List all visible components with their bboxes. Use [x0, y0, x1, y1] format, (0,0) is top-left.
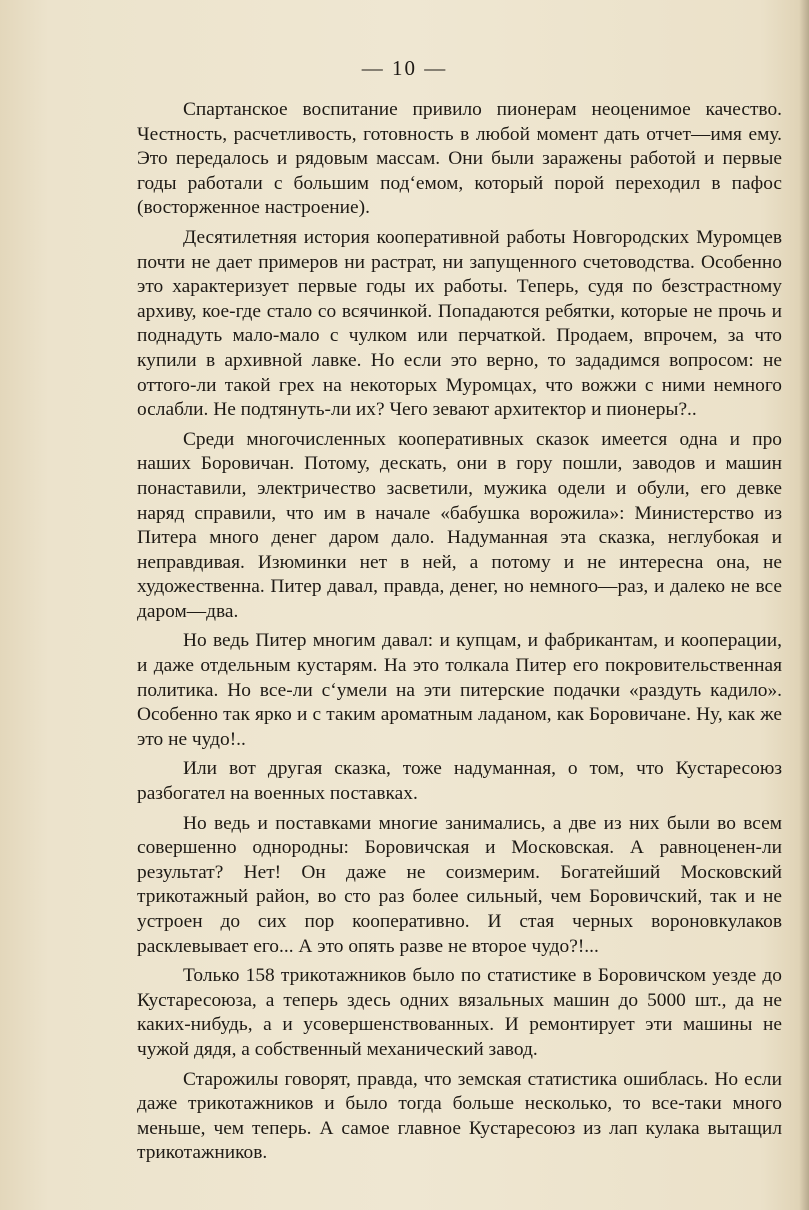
- paragraph-4: Но ведь Питер многим давал: и купцам, и фабрикантам, и кооперации, и даже отдельным кустарям. На это толкала Питер его покровительственная политика. Но все-ли с‘умели на эти питерские подачки «раздуть кадило». Особенно так ярко и с таким ароматным ладаном, как Боровичане. Ну, как же это не чудо!..: [137, 630, 782, 750]
- paragraph-2: Десятилетняя история кооперативной работы Новгородских Муромцев почти не дает примеров ни растрат, ни запущенного счетоводства. Особенно это характеризует первые годы их работы. Теперь, судя по безстрастному архиву, кое-где стало со всячинкой. Попадаются ребятки, которые не прочь и поднадуть мало-мало с чулком или перчаткой. Продаем, впрочем, за что купили в архивной лавке. Но если это верно, то зададимся вопросом: не оттого-ли такой грех на некоторых Муромцах, что вожжи с ними немного ослабли. Не подтянуть-ли их? Чего зевают архитектор и пионеры?..: [137, 226, 782, 421]
- paragraph-8: Старожилы говорят, правда, что земская статистика ошиблась. Но если даже трикотажников и было тогда больше несколько, то все-таки много меньше, чем теперь. А самое главное Кустаресоюз из лап кулака вытащил трикотажников.: [137, 1068, 782, 1164]
- page-edge-shadow: [799, 0, 809, 1210]
- paragraph-3: Среди многочисленных кооперативных сказок имеется одна и про наших Боровичан. Потому, дескать, они в гору пошли, заводов и машин понаставили, электричество засветили, мужика одели и обули, его девке наряд справили, что им в начале «бабушка ворожила»: Министерство из Питера много денег даром дало. Надуманная эта сказка, неглубокая и неправдивая. Изюминки нет в ней, а потому и не интересна она, не художественна. Питер давал, правда, денег, но немного—раз, и далеко не все даром—два.: [137, 428, 782, 622]
- paragraph-7: Только 158 трикотажников было по статистике в Боровичском уезде до Кустаресоюза, а теперь здесь одних вязальных машин до 5000 шт., да не каких-нибудь, а и усовершенствованных. И ремонтирует эти машины не чужой дядя, а собственный механический завод.: [137, 965, 782, 1060]
- body-text: [137, 98, 782, 1171]
- paragraph-6: Но ведь и поставками многие занимались, а две из них были во всем совершенно однородны: Боровичская и Московская. А равноценен-ли результат? Нет! Он даже не соизмерим. Богатейший Московский трикотажный район, во сто раз более сильный, чем Боровичский, так и не устроен до сих пор кооперативно. И стая черных вороновкулаков расклевывает его... А это опять разве не второе чудо?!...: [137, 812, 782, 957]
- paragraph-5: Или вот другая сказка, тоже надуманная, о том, что Кустаресоюз разбогател на военных поставках.: [137, 758, 782, 805]
- paragraph-1: Спартанское воспитание привило пионерам неоценимое качество. Честность, расчетливость, готовность в любой момент дать отчет—имя ему. Это передалось и рядовым массам. Они были заражены работой и первые годы работали с большим под‘емом, который порой переходил в пафос (восторженное настроение).: [137, 99, 782, 219]
- page-number: — 10 —: [361, 56, 448, 80]
